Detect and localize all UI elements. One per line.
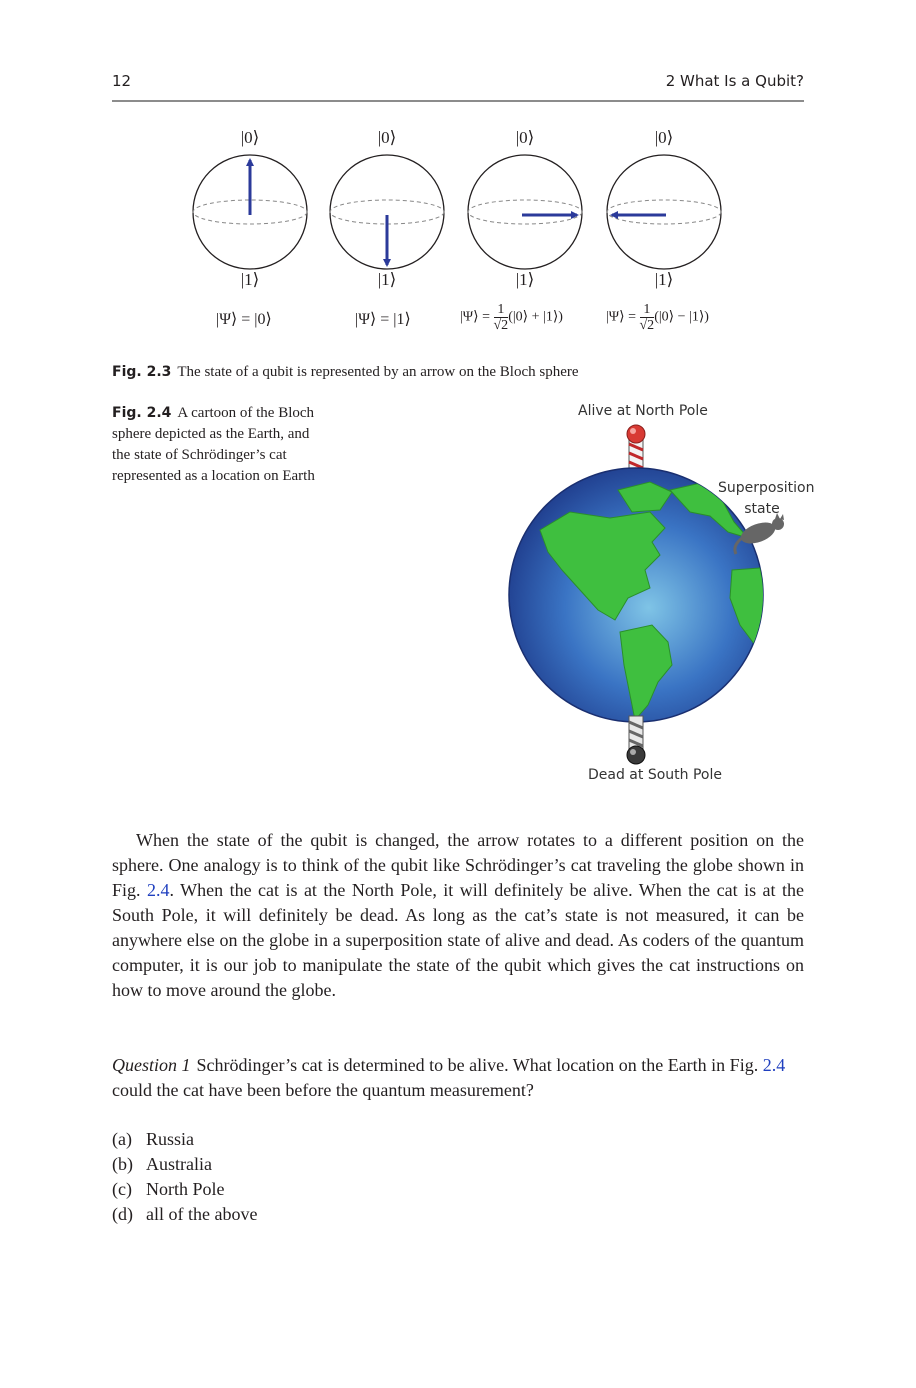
ket-zero-label-3: |0⟩ xyxy=(515,128,535,147)
bloch-sphere-2 xyxy=(330,155,444,269)
chapter-title: 2 What Is a Qubit? xyxy=(665,72,804,90)
ket-one-label-4: |1⟩ xyxy=(654,270,674,289)
ket-one-label-2: |1⟩ xyxy=(377,270,397,289)
question-1: Question 1 Schrödinger’s cat is determined to be alive. What location on the Earth in Fig. 2.4 could the cat have been before the quantum measurement? xyxy=(112,1055,786,1100)
ket-one-label-1: |1⟩ xyxy=(240,270,260,289)
caption-text: A cartoon of the Bloch sphere depicted as the Earth, and the state of Schrödinger’s cat represented as a location on Earth xyxy=(112,405,315,484)
bloch-sphere-4 xyxy=(607,155,721,269)
running-head xyxy=(112,72,804,94)
figure-reference-link[interactable]: 2.4 xyxy=(762,1055,786,1075)
figure-reference-link[interactable]: 2.4 xyxy=(146,880,170,900)
answer-options xyxy=(112,1127,257,1227)
figure-label: Fig. 2.3 xyxy=(112,364,172,380)
header-rule xyxy=(112,100,804,102)
ket-zero-label-4: |0⟩ xyxy=(654,128,674,147)
ket-zero-label-2: |0⟩ xyxy=(377,128,397,147)
label-superposition-line1: Superposition xyxy=(718,480,815,496)
figure-caption-2-3 xyxy=(112,362,804,383)
state-equation-1: |Ψ⟩ = |0⟩ xyxy=(216,311,272,328)
question-label: Question 1 xyxy=(112,1055,191,1075)
north-pole-ball xyxy=(627,425,645,443)
earth-bloch-cartoon xyxy=(500,420,800,765)
caption-text: The state of a qubit is represented by an arrow on the Bloch sphere xyxy=(177,364,579,380)
state-equation-4: |Ψ⟩ = $\frac{1}{√2}$ (|0⟩ − |1⟩) xyxy=(606,302,709,333)
option-d: (d) all of the above xyxy=(112,1204,258,1224)
state-equation-3: |Ψ⟩ = $\frac{1}{√2}$ (|0⟩ + |1⟩) xyxy=(460,302,563,333)
label-superposition-state xyxy=(718,478,815,520)
figure-caption-2-4 xyxy=(112,403,327,487)
south-pole-ball xyxy=(627,746,645,764)
label-dead-south-pole: Dead at South Pole xyxy=(588,767,722,783)
option-c: (c) North Pole xyxy=(112,1179,225,1199)
state-equation-2: |Ψ⟩ = |1⟩ xyxy=(355,311,411,328)
page-number: 12 xyxy=(112,72,132,90)
figure-label: Fig. 2.4 xyxy=(112,405,172,421)
bloch-sphere-3 xyxy=(468,155,582,269)
body-paragraph: When the state of the qubit is changed, the arrow rotates to a different position on the sphere. One analogy is to think of the qubit like Schrödinger’s cat traveling the globe shown in Fig. 2.4. When the cat is at the North Pole, it will definitely be alive. When the cat is at the South Pole, it will definitely be dead. As long as the cat’s state is not measured, it can be anywhere else on the globe in a superposition state of alive and dead. As coders of the quantum computer, it is our job to manipulate the state of the qubit which gives the cat instructions on how to move around the globe. xyxy=(112,830,804,1000)
ket-zero-label-1: |0⟩ xyxy=(240,128,260,147)
label-superposition-line2: state xyxy=(744,501,780,517)
label-alive-north-pole: Alive at North Pole xyxy=(578,403,708,419)
ket-one-label-3: |1⟩ xyxy=(515,270,535,289)
bloch-spheres-figure xyxy=(180,145,740,285)
option-b: (b) Australia xyxy=(112,1154,212,1174)
south-pole-stick xyxy=(627,716,645,764)
option-a: (a) Russia xyxy=(112,1129,195,1149)
bloch-sphere-1 xyxy=(193,155,307,269)
